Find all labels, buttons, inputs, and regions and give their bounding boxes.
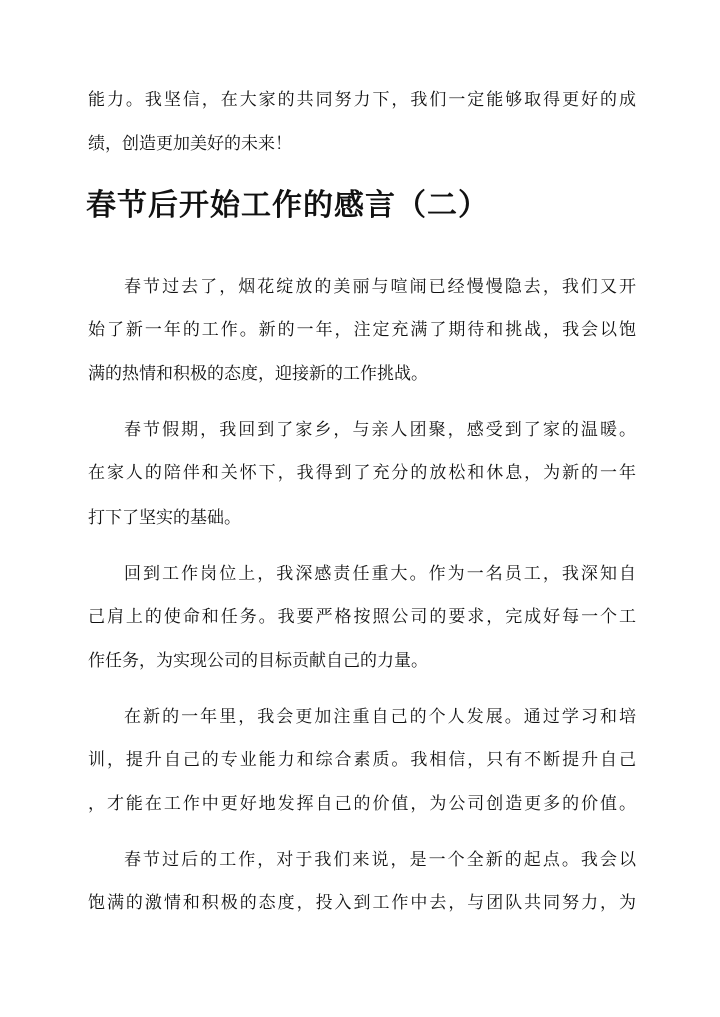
paragraph-4-line-3: ，才能在工作中更好地发挥自己的价值，为公司创造更多的价值。 (88, 794, 636, 814)
paragraph-3-line-3: 作任务，为实现公司的目标贡献自己的力量。 (88, 651, 428, 671)
paragraph-3-line-2: 己肩上的使命和任务。我要严格按照公司的要求，完成好每一个工 (88, 607, 636, 627)
paragraph-1-line-2: 始了新一年的工作。新的一年，注定充满了期待和挑战，我会以饱 (88, 320, 636, 340)
paragraph-5-line-2: 饱满的激情和积极的态度，投入到工作中去，与团队共同努力，为 (88, 893, 636, 913)
paragraph-5-line-1: 春节过后的工作，对于我们来说，是一个全新的起点。我会以 (124, 850, 636, 870)
paragraph-4-line-1: 在新的一年里，我会更加注重自己的个人发展。通过学习和培 (124, 707, 636, 727)
intro-line-1: 能力。我坚信，在大家的共同努力下，我们一定能够取得更好的成 (88, 90, 636, 110)
section-heading: 春节后开始工作的感言（二） (86, 188, 489, 223)
paragraph-3-line-1: 回到工作岗位上，我深感责任重大。作为一名员工，我深知自 (124, 564, 636, 584)
paragraph-2-line-1: 春节假期，我回到了家乡，与亲人团聚，感受到了家的温暖。 (124, 420, 636, 440)
paragraph-2-line-3: 打下了坚实的基础。 (88, 508, 241, 528)
paragraph-2-line-2: 在家人的陪伴和关怀下，我得到了充分的放松和休息，为新的一年 (88, 463, 636, 483)
paragraph-1-line-3: 满的热情和积极的态度，迎接新的工作挑战。 (88, 364, 428, 384)
paragraph-1-line-1: 春节过去了，烟花绽放的美丽与喧闹已经慢慢隐去，我们又开 (124, 277, 636, 297)
paragraph-4-line-2: 训，提升自己的专业能力和综合素质。我相信，只有不断提升自己 (88, 750, 636, 770)
intro-line-2: 绩，创造更加美好的未来！ (88, 134, 292, 154)
